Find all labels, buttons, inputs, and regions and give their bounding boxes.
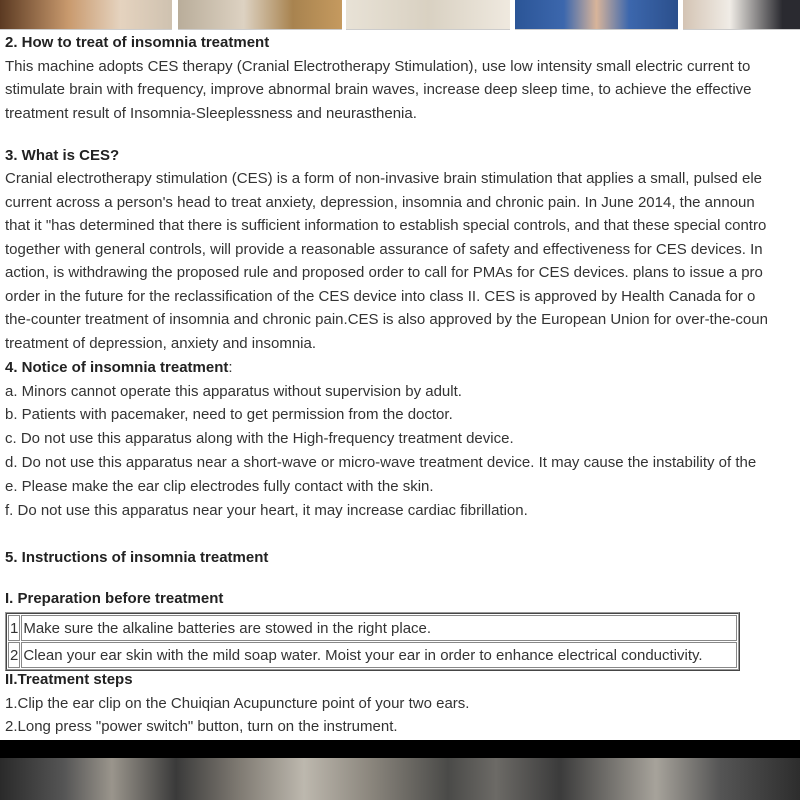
section-3-line: order in the future for the reclassification of the CES device into class II. CES is approved by Health Canada for o bbox=[5, 288, 756, 305]
section-3-line: together with general controls, will provide a reasonable assurance of safety and effectiveness for CES devices. In bbox=[5, 241, 763, 258]
section-4-heading-suffix: : bbox=[228, 359, 233, 376]
treatment-step: 1.Clip the ear clip on the Chuiqian Acupuncture point of your two ears. bbox=[5, 695, 470, 712]
photo-woman-insomnia bbox=[0, 0, 172, 30]
section-4-heading-row bbox=[5, 358, 233, 378]
section-3-line: treatment of depression, anxiety and insomnia. bbox=[5, 335, 317, 352]
photo-office-stress bbox=[683, 0, 800, 30]
section-3-line: Cranial electrotherapy stimulation (CES) is a form of non-invasive brain stimulation that applies a small, pulsed ele bbox=[5, 170, 763, 187]
notice-item: d. Do not use this apparatus near a short-wave or micro-wave treatment device. It may cause the instability of the bbox=[5, 454, 757, 471]
row-number: 1 bbox=[8, 615, 20, 641]
row-number: 2 bbox=[8, 642, 20, 668]
section-4-heading: 4. Notice of insomnia treatment bbox=[5, 359, 229, 376]
treatment-steps-heading: II.Treatment steps bbox=[5, 671, 133, 688]
section-2-line: stimulate brain with frequency, improve abnormal brain waves, increase deep sleep time, to achieve the effective bbox=[5, 81, 752, 98]
preparation-heading: I. Preparation before treatment bbox=[5, 590, 224, 607]
section-3-line: that it "has determined that there is sufficient information to establish special controls, and that these special contro bbox=[5, 217, 767, 234]
section-2-heading: 2. How to treat of insomnia treatment bbox=[5, 34, 270, 51]
section-5-heading: 5. Instructions of insomnia treatment bbox=[5, 549, 269, 566]
black-divider-bar bbox=[0, 740, 800, 758]
product-photo-strip bbox=[0, 0, 800, 32]
section-2-line: treatment result of Insomnia-Sleeplessness and neurasthenia. bbox=[5, 105, 417, 122]
table-row bbox=[8, 615, 737, 641]
photo-device-use bbox=[178, 0, 342, 30]
notice-item: a. Minors cannot operate this apparatus without supervision by adult. bbox=[5, 383, 462, 400]
photo-woman-blue-shirt bbox=[515, 0, 678, 30]
notice-item: b. Patients with pacemaker, need to get permission from the doctor. bbox=[5, 406, 453, 423]
section-3-line: current across a person's head to treat anxiety, depression, insomnia and chronic pain. In June 2014, the announ bbox=[5, 194, 755, 211]
photo-bedding bbox=[346, 0, 510, 30]
row-text: Make sure the alkaline batteries are stowed in the right place. bbox=[21, 615, 737, 641]
preparation-table bbox=[5, 612, 740, 671]
section-2-line: This machine adopts CES therapy (Cranial Electrotherapy Stimulation), use low intensity small electric current to bbox=[5, 58, 751, 75]
row-text: Clean your ear skin with the mild soap water. Moist your ear in order to enhance electrical conductivity. bbox=[21, 642, 737, 668]
section-3-heading: 3. What is CES? bbox=[5, 147, 120, 164]
notice-item: f. Do not use this apparatus near your heart, it may increase cardiac fibrillation. bbox=[5, 502, 528, 519]
rock-cliff-image bbox=[0, 758, 800, 800]
notice-item: e. Please make the ear clip electrodes fully contact with the skin. bbox=[5, 478, 434, 495]
section-3-line: action, is withdrawing the proposed rule and proposed order to call for PMAs for CES devices. plans to issue a pro bbox=[5, 264, 763, 281]
table-row bbox=[8, 642, 737, 668]
section-3-line: the-counter treatment of insomnia and chronic pain.CES is also approved by the European Union for over-the-coun bbox=[5, 311, 768, 328]
notice-item: c. Do not use this apparatus along with the High-frequency treatment device. bbox=[5, 430, 514, 447]
treatment-step: 2.Long press "power switch" button, turn on the instrument. bbox=[5, 718, 398, 735]
